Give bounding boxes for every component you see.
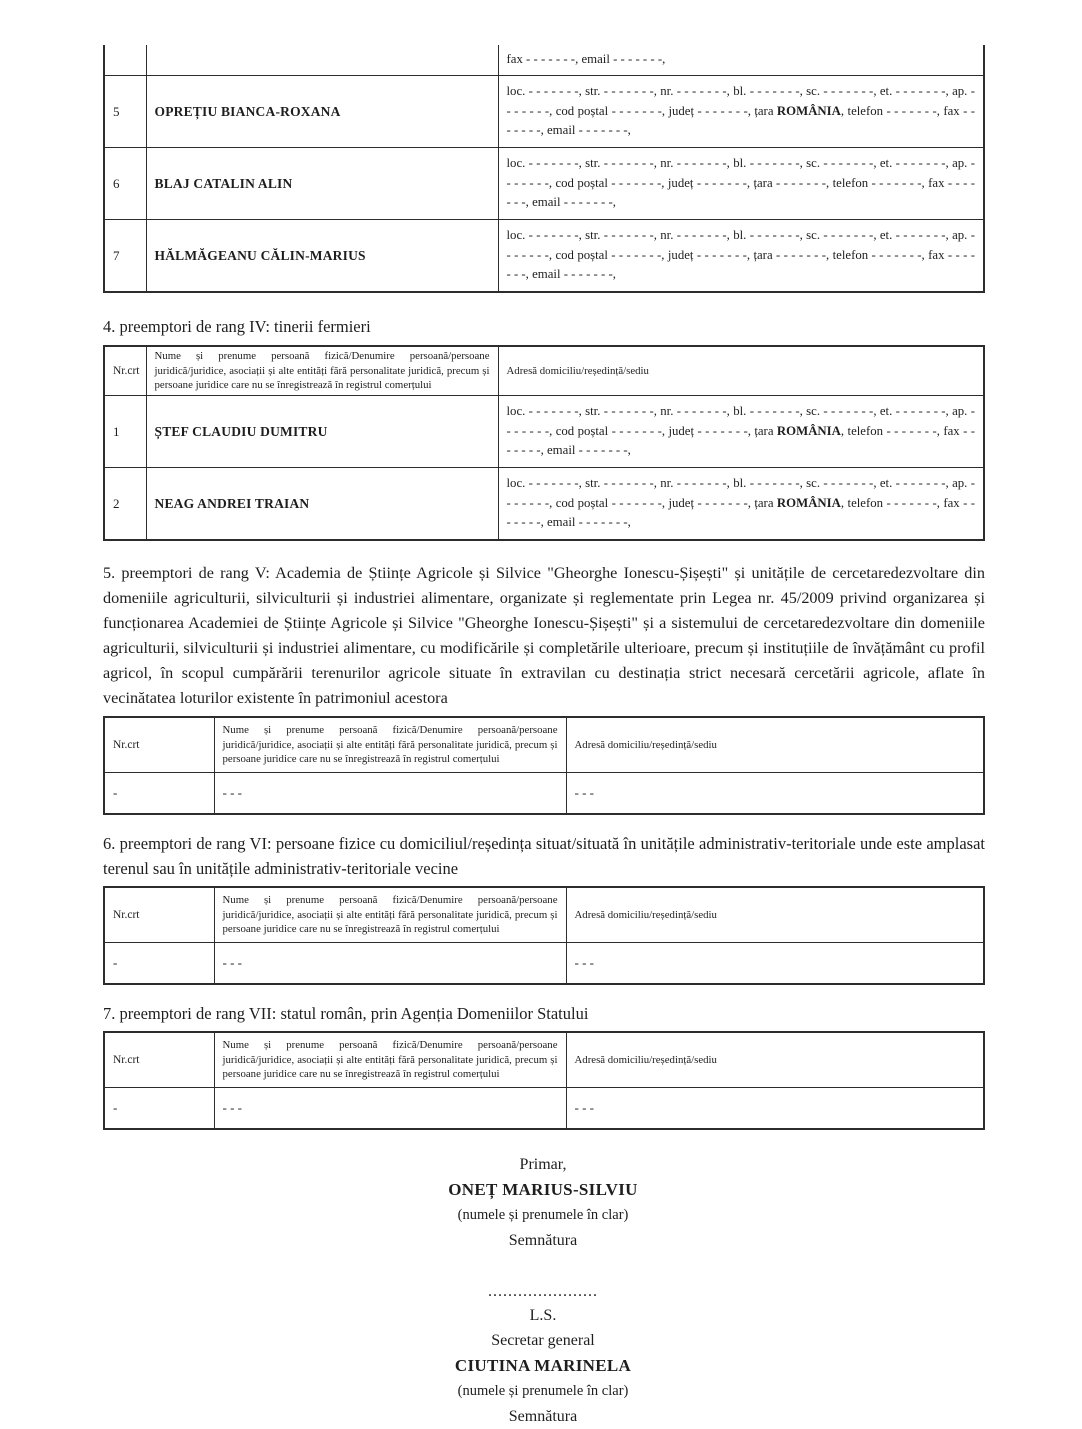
- table-row: [104, 468, 984, 541]
- section7-heading: 7. preemptori de rang VII: statul român, prin Agenția Domeniilor Statului: [103, 1004, 589, 1023]
- address-cell: - - -: [566, 943, 984, 985]
- table-row-empty: [104, 773, 984, 815]
- column-header-nr: Nr.crt: [104, 887, 214, 943]
- address-text: , telefon - - - - - - -, fax - - - - - - -, email - - - - - - -,: [506, 495, 976, 530]
- table-row-empty: [104, 943, 984, 985]
- address-cell: - - -: [566, 773, 984, 815]
- spacer: [103, 1253, 983, 1281]
- row-number-cell: -: [104, 1088, 214, 1130]
- country-name: ROMÂNIA: [776, 103, 841, 118]
- row-number-cell: 2: [104, 468, 146, 541]
- column-header-address: Adresă domiciliu/reședință/sediu: [566, 1032, 984, 1088]
- address-cell: [498, 148, 984, 220]
- country-name: ROMÂNIA: [776, 495, 841, 510]
- table-row-empty: [104, 1088, 984, 1130]
- table-row: [104, 148, 984, 220]
- row-number-cell: -: [104, 943, 214, 985]
- name-cell: - - -: [214, 773, 566, 815]
- name-clarification-note: (numele și prenumele în clar): [457, 1207, 629, 1223]
- section5-heading: 5. preemptori de rang V: Academia de Științe Agricole și Silvice "Gheorghe Ionescu-Șișești" și unitățile de cercetaredezvoltare din domeniile agriculturii, silviculturii și industriei alimentare, organizate și reglementate prin Legea nr. 45/2009 privind organizarea și funcționarea Academiei de Științe Agricole și Silvice "Gheorghe Ionescu-Șișești" și a sistemului de cercetaredezvoltare din domeniile agriculturii, silviculturii și industriei alimentare, cu modificările și completările ulterioare, precum și instituțiile de învățământ cu profil agricol, în scopul cumpărării terenurilor agricole situate în extravilan cu destinația strict necesară cercetării agricole, aflate în vecinătatea loturilor existente în patrimoniul acestora: [103, 564, 985, 707]
- name-cell: BLAJ CATALIN ALIN: [146, 148, 498, 220]
- row-number-cell: 1: [104, 396, 146, 468]
- address-text: , telefon - - - - - - -, fax - - - - - - -, email - - - - - - -,: [506, 103, 976, 138]
- section6-table: [103, 886, 985, 985]
- section4-heading: 4. preemptori de rang IV: tinerii fermieri: [103, 317, 371, 336]
- table-header-row: [104, 887, 984, 943]
- signature-label: Semnătura: [508, 1408, 578, 1425]
- address-cell: [498, 76, 984, 148]
- signature-label: Semnătura: [508, 1232, 578, 1249]
- name-cell: NEAG ANDREI TRAIAN: [146, 468, 498, 541]
- address-text: loc. - - - - - - -, str. - - - - - - -, nr. - - - - - - -, bl. - - - - - - -, sc. - - - - - - -, et. - - - - - - -, ap. - - - - - - -, cod poștal - - - - - - -, județ - - - - - - -, țara: [506, 403, 975, 438]
- country-name: ROMÂNIA: [776, 423, 841, 438]
- address-text: loc. - - - - - - -, str. - - - - - - -, nr. - - - - - - -, bl. - - - - - - -, sc. - - - - - - -, et. - - - - - - -, ap. - - - - - - -, cod poștal - - - - - - -, județ - - - - - - -, țara: [506, 475, 975, 510]
- dotted-signature-line: ......................: [488, 1283, 598, 1300]
- name-clarification-note: (numele și prenumele în clar): [457, 1383, 629, 1399]
- name-cell: - - -: [214, 1088, 566, 1130]
- table-row-carryover: [104, 45, 984, 76]
- table-header-row: [104, 346, 984, 396]
- preemptors-continuation-table: [103, 45, 985, 293]
- table-row: [104, 76, 984, 148]
- address-text: loc. - - - - - - -, str. - - - - - - -, nr. - - - - - - -, bl. - - - - - - -, sc. - - - - - - -, et. - - - - - - -, ap. - - - - - - -, cod poștal - - - - - - -, județ - - - - - - -, țara - - - - - - -, telefon - - - - - - -, fax - - - - - - -, email - - - - - - -,: [506, 227, 975, 282]
- section5-table: [103, 716, 985, 815]
- secretary-role-label: Secretar general: [491, 1332, 595, 1349]
- address-text: loc. - - - - - - -, str. - - - - - - -, nr. - - - - - - -, bl. - - - - - - -, sc. - - - - - - -, et. - - - - - - -, ap. - - - - - - -, cod poștal - - - - - - -, județ - - - - - - -, țara - - - - - - -, telefon - - - - - - -, fax - - - - - - -, email - - - - - - -,: [506, 155, 975, 210]
- row-number-cell: 7: [104, 220, 146, 293]
- name-cell: - - -: [214, 943, 566, 985]
- column-header-nr: Nr.crt: [104, 1032, 214, 1088]
- table-row: [104, 220, 984, 293]
- address-cell: [498, 468, 984, 541]
- row-number-cell: -: [104, 773, 214, 815]
- ls-stamp-label: L.S.: [529, 1307, 557, 1324]
- name-cell: ȘTEF CLAUDIU DUMITRU: [146, 396, 498, 468]
- signature-block: [103, 1152, 983, 1429]
- name-cell: HĂLMĂGEANU CĂLIN-MARIUS: [146, 220, 498, 293]
- row-number-cell: 6: [104, 148, 146, 220]
- column-header-nr: Nr.crt: [104, 717, 214, 773]
- section4-table: [103, 345, 985, 541]
- address-cell: [498, 45, 984, 76]
- address-text: , telefon - - - - - - -, fax - - - - - - -, email - - - - - - -,: [506, 423, 976, 458]
- mayor-role-label: Primar,: [519, 1156, 567, 1173]
- address-cell: [498, 396, 984, 468]
- address-text: loc. - - - - - - -, str. - - - - - - -, nr. - - - - - - -, bl. - - - - - - -, sc. - - - - - - -, et. - - - - - - -, ap. - - - - - - -, cod poștal - - - - - - -, județ - - - - - - -, țara: [506, 83, 975, 118]
- section6-heading: 6. preemptori de rang VI: persoane fizice cu domiciliul/reședința situat/situată în unitățile administrativ-teritoriale unde este amplasat terenul sau în unitățile administrativ-teritoriale vecine: [103, 834, 985, 878]
- address-cell: - - -: [566, 1088, 984, 1130]
- secretary-name: CIUTINA MARINELA: [454, 1356, 632, 1375]
- table-header-row: [104, 717, 984, 773]
- mayor-name: ONEȚ MARIUS-SILVIU: [448, 1180, 638, 1199]
- column-header-name: Nume și prenume persoană fizică/Denumire persoană/persoane juridică/juridice, asociații și alte entități fără personalitate juridică, precum și persoane juridice care nu se înregistrează în registrul comerțului: [214, 1032, 566, 1088]
- name-cell: [146, 45, 498, 76]
- column-header-address: Adresă domiciliu/reședință/sediu: [566, 887, 984, 943]
- address-cell: [498, 220, 984, 293]
- table-row: [104, 396, 984, 468]
- name-cell: OPREȚIU BIANCA-ROXANA: [146, 76, 498, 148]
- column-header-nr: Nr.crt: [104, 346, 146, 396]
- column-header-name: Nume și prenume persoană fizică/Denumire persoană/persoane juridică/juridice, asociații și alte entități fără personalitate juridică, precum și persoane juridice care nu se înregistrează în registrul comerțului: [214, 887, 566, 943]
- column-header-name: Nume și prenume persoană fizică/Denumire persoană/persoane juridică/juridice, asociații și alte entități fără personalitate juridică, precum și persoane juridice care nu se înregistrează în registrul comerțului: [146, 346, 498, 396]
- row-number-cell: 5: [104, 76, 146, 148]
- row-number-cell: [104, 45, 146, 76]
- column-header-address: Adresă domiciliu/reședință/sediu: [498, 346, 984, 396]
- address-text: fax - - - - - - -, email - - - - - - -,: [506, 52, 666, 67]
- section7-table: [103, 1031, 985, 1130]
- table-header-row: [104, 1032, 984, 1088]
- column-header-name: Nume și prenume persoană fizică/Denumire persoană/persoane juridică/juridice, asociații și alte entități fără personalitate juridică, precum și persoane juridice care nu se înregistrează în registrul comerțului: [214, 717, 566, 773]
- column-header-address: Adresă domiciliu/reședință/sediu: [566, 717, 984, 773]
